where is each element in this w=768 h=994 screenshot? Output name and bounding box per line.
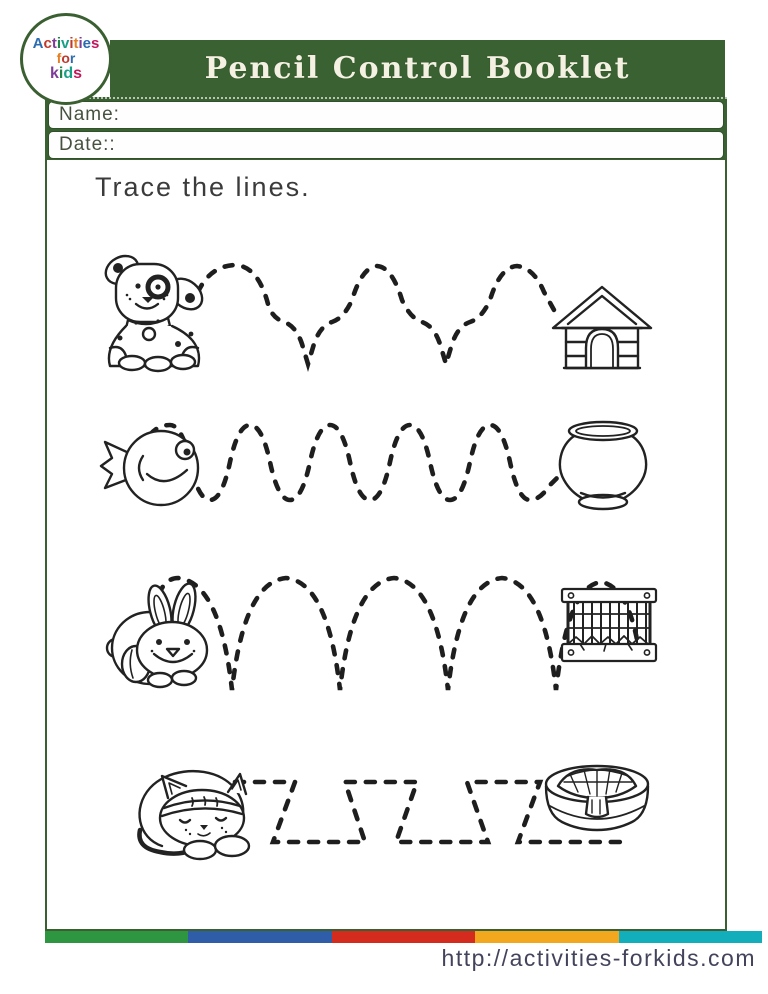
stripe-segment bbox=[475, 931, 618, 943]
dog-house-image bbox=[550, 282, 654, 372]
header-bar bbox=[110, 40, 725, 97]
name-date-strip bbox=[45, 97, 727, 158]
page-title: Pencil Control Booklet bbox=[204, 51, 631, 86]
rabbit-image bbox=[104, 582, 216, 696]
fish-bowl-image bbox=[552, 414, 654, 512]
dog-image bbox=[98, 250, 212, 372]
page-instruction: Trace the lines. bbox=[95, 172, 311, 202]
stripe-segment bbox=[619, 931, 762, 943]
logo-text: Activities for kids bbox=[32, 35, 100, 82]
stripe-segment bbox=[332, 931, 475, 943]
rabbit-cage-image bbox=[558, 584, 660, 670]
name-label: Name: bbox=[59, 104, 120, 125]
site-url-link[interactable]: http://activities-forkids.com bbox=[441, 945, 756, 971]
stripe-segment bbox=[45, 931, 188, 943]
date-label: Date:: bbox=[59, 134, 116, 155]
date-field-row bbox=[48, 131, 724, 159]
trace-line-dog bbox=[150, 252, 570, 377]
activities-for-kids-logo bbox=[20, 13, 112, 105]
stripe-segment bbox=[188, 931, 331, 943]
cat-food-bowl-image bbox=[540, 750, 654, 848]
footer-stripe bbox=[45, 931, 762, 943]
cat-image bbox=[128, 762, 256, 860]
name-field-row bbox=[48, 101, 724, 129]
fish-image bbox=[95, 412, 209, 514]
